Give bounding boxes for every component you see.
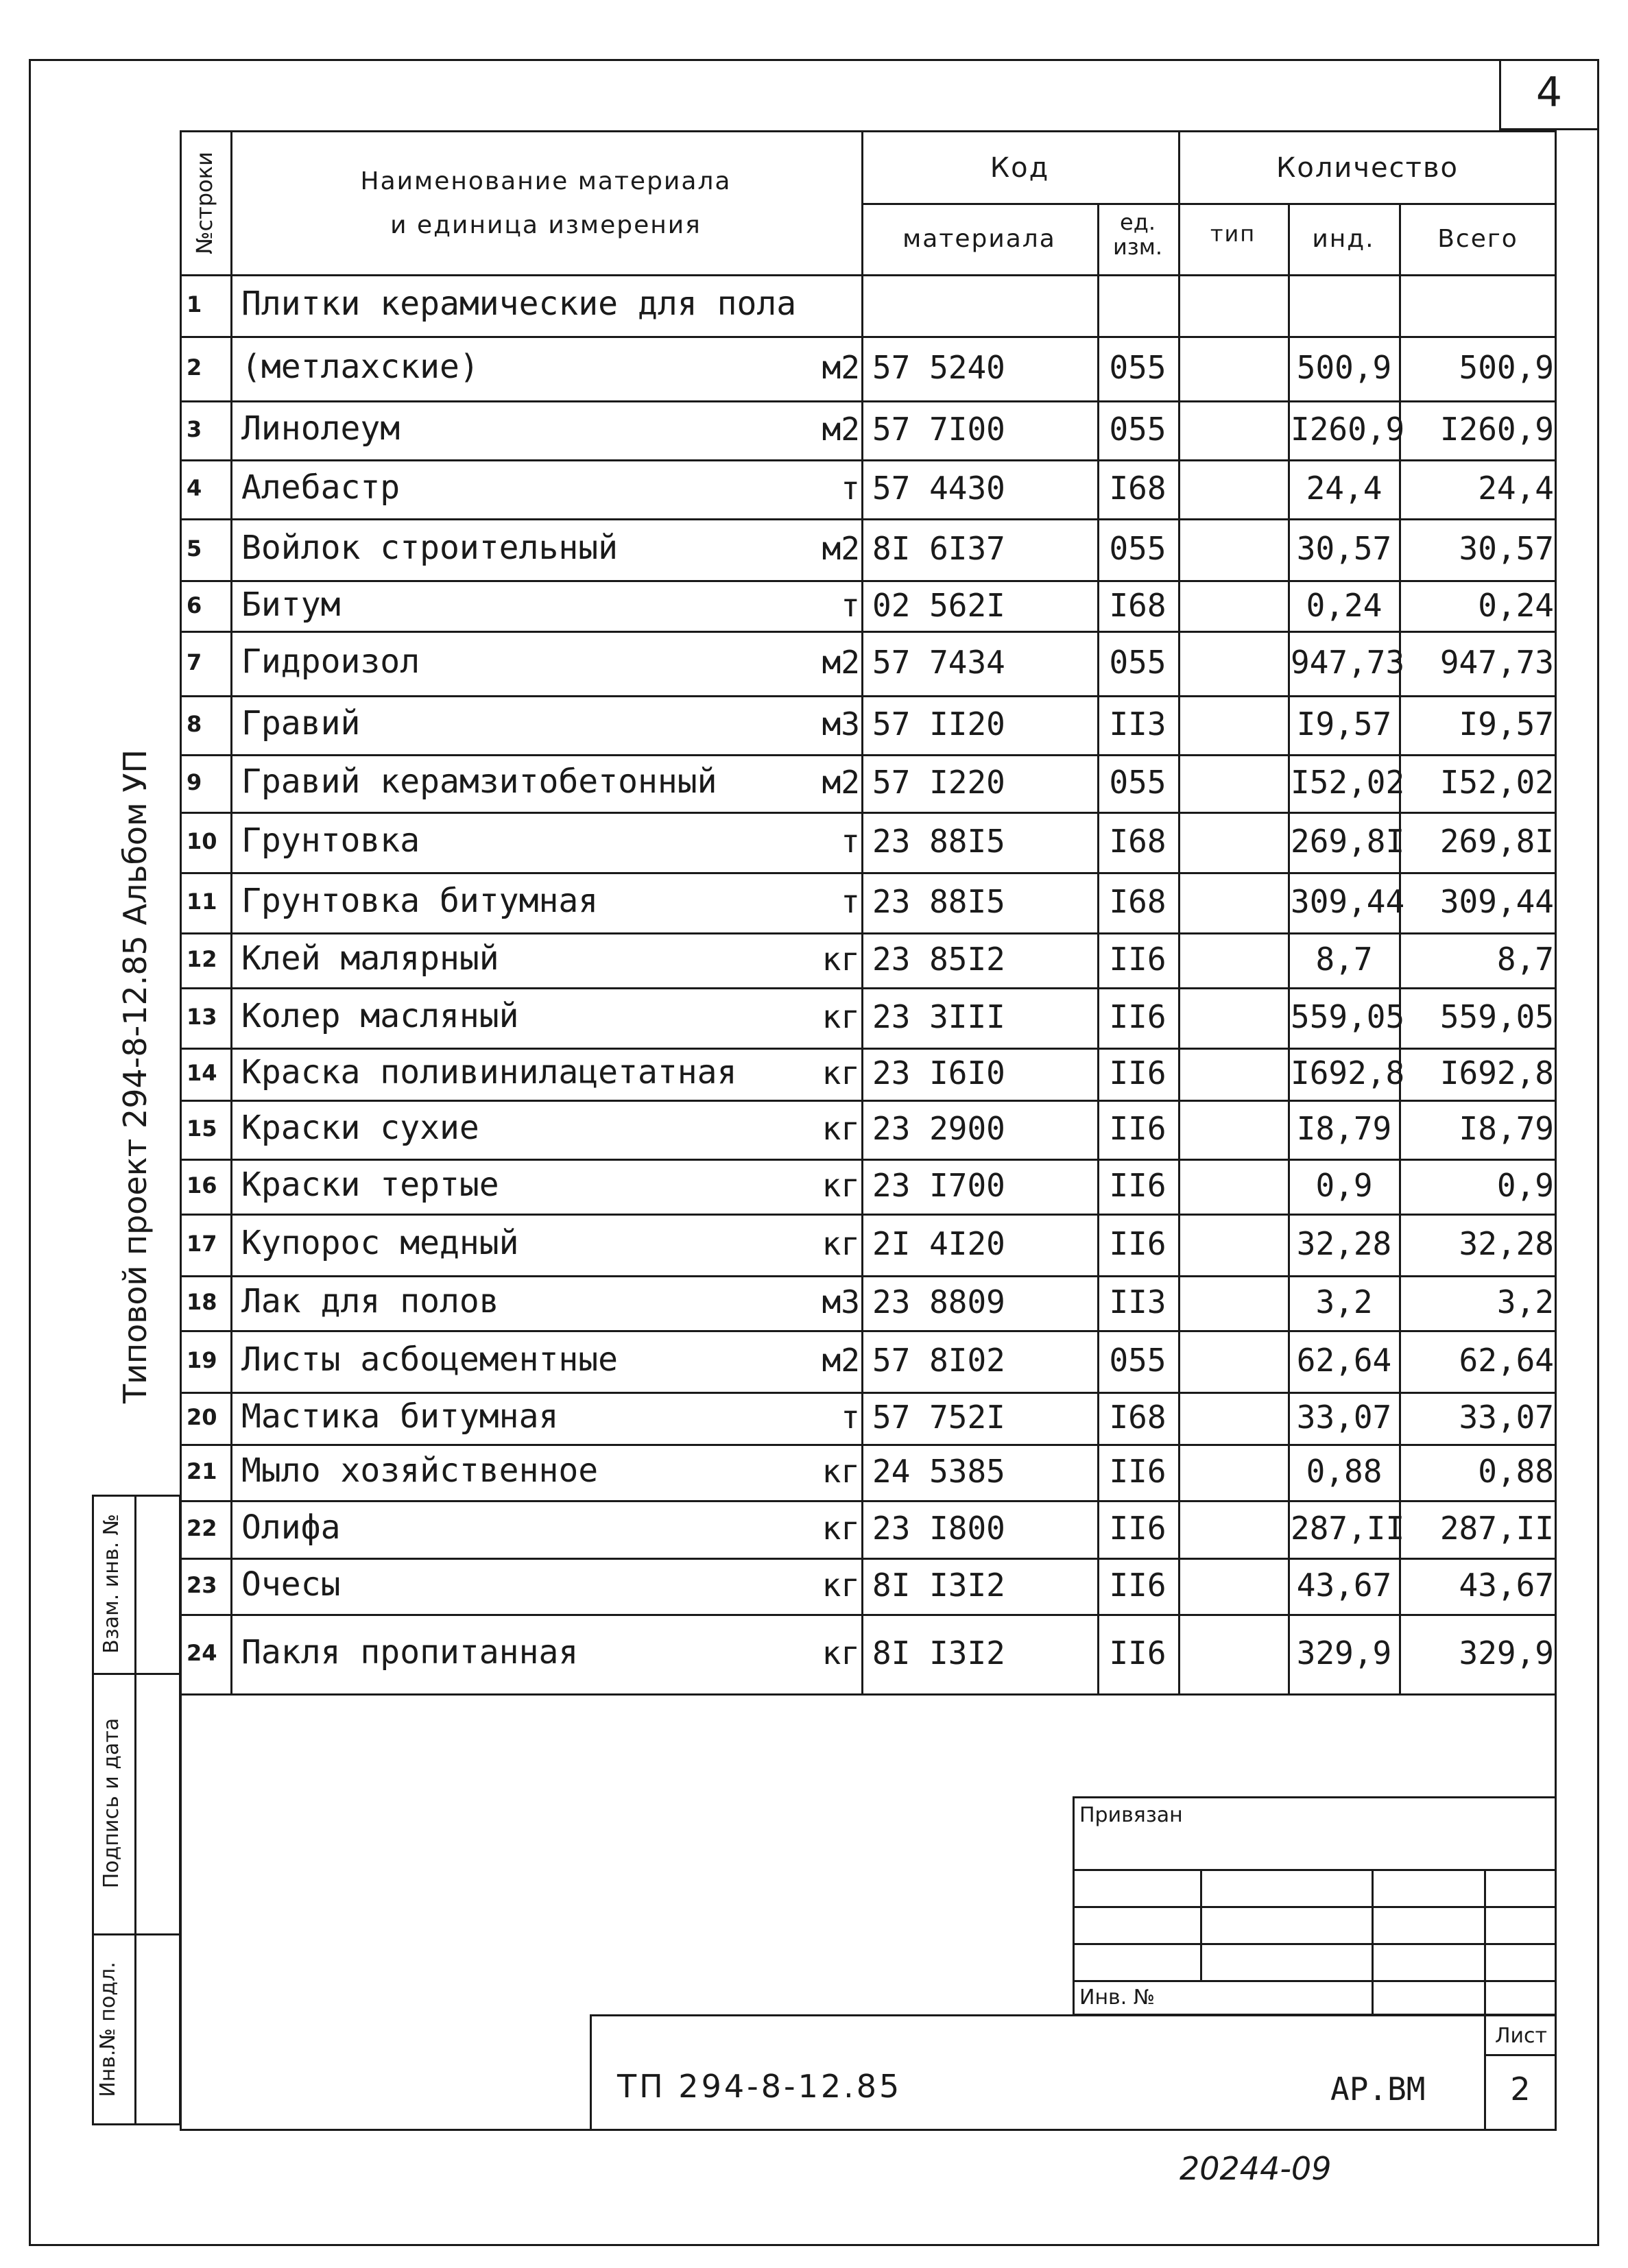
row-code: 23 85I2	[872, 941, 1005, 978]
row-ind: 33,07	[1296, 1399, 1392, 1436]
row-unit: м2	[822, 411, 860, 448]
row-n: 12	[187, 946, 217, 972]
row-total: I52,02	[1439, 764, 1554, 801]
row-ind: 62,64	[1296, 1342, 1392, 1379]
row-total: 32,28	[1459, 1225, 1554, 1262]
row-code: 23 I6I0	[872, 1054, 1005, 1091]
row-ind: 309,44	[1291, 883, 1405, 920]
row-unit: кг	[822, 1110, 860, 1147]
row-ed: II6	[1109, 1510, 1166, 1547]
qty-ind-header: инд.	[1312, 225, 1375, 253]
row-n: 8	[187, 711, 202, 737]
row-number-header: №строки	[191, 152, 217, 254]
row-total: I260,9	[1439, 411, 1554, 448]
row-n: 11	[187, 889, 217, 915]
row-name: Линолеум	[241, 409, 400, 448]
row-n: 13	[187, 1004, 217, 1030]
row-name: Мыло хозяйственное	[241, 1451, 599, 1490]
row-ed: 055	[1109, 411, 1166, 448]
row-code: 23 2900	[872, 1110, 1005, 1147]
row-ed: II6	[1109, 941, 1166, 978]
row-name: Краски тертые	[241, 1166, 499, 1204]
row-unit: т	[841, 470, 860, 507]
doc-code: ТП 294-8-12.85	[617, 2068, 902, 2105]
quantity-header: Количество	[1276, 152, 1459, 184]
row-ed: I68	[1109, 587, 1166, 624]
row-total: 43,67	[1459, 1567, 1554, 1604]
row-unit: м2	[822, 644, 860, 681]
row-code: 57 5240	[872, 349, 1005, 386]
row-unit: кг	[822, 1167, 860, 1204]
privyazan-label: Привязан	[1079, 1803, 1183, 1827]
code-material-header: материала	[902, 225, 1056, 253]
row-unit: м3	[822, 705, 860, 743]
row-name: Битум	[241, 586, 341, 624]
row-n: 17	[187, 1231, 217, 1257]
row-ed: I68	[1109, 823, 1166, 860]
row-ind: 32,28	[1296, 1225, 1392, 1262]
row-name: Грунтовка битумная	[241, 882, 599, 920]
row-code: 57 8I02	[872, 1342, 1005, 1379]
row-name: Лак для полов	[241, 1282, 499, 1320]
row-total: 329,9	[1459, 1634, 1554, 1672]
row-unit: т	[841, 587, 860, 624]
row-ind: 30,57	[1296, 530, 1392, 567]
row-name: Краска поливинилацетатная	[241, 1053, 737, 1091]
row-n: 20	[187, 1404, 217, 1430]
row-ind: 0,88	[1306, 1453, 1382, 1490]
row-ed: 055	[1109, 1342, 1166, 1379]
row-total: 33,07	[1459, 1399, 1554, 1436]
row-n: 24	[187, 1640, 217, 1666]
row-name: Пакля пропитанная	[241, 1633, 579, 1672]
row-unit: м2	[822, 764, 860, 801]
row-unit: кг	[822, 1510, 860, 1547]
side-caption: Типовой проект 294-8-12.85 Альбом УП	[117, 749, 154, 1403]
list-label: Лист	[1494, 2024, 1548, 2048]
row-n: 10	[187, 828, 217, 854]
row-unit: кг	[822, 941, 860, 978]
row-ind: 287,II	[1291, 1510, 1405, 1547]
row-ed: II3	[1109, 705, 1166, 743]
row-code: 8I I3I2	[872, 1567, 1005, 1604]
row-code: 23 3III	[872, 998, 1005, 1035]
row-name: Олифа	[241, 1508, 341, 1547]
row-ind: 0,24	[1306, 587, 1382, 624]
row-code: 23 8809	[872, 1283, 1005, 1320]
row-n: 23	[187, 1572, 217, 1598]
row-name: Гравий керамзитобетонный	[241, 762, 717, 801]
row-code: 57 752I	[872, 1399, 1005, 1436]
row-unit: кг	[822, 1225, 860, 1262]
name-header-line2: и единица измерения	[390, 211, 702, 239]
row-unit: т	[841, 1399, 860, 1436]
row-code: 2I 4I20	[872, 1225, 1005, 1262]
row-unit: кг	[822, 1567, 860, 1604]
row-ed: 055	[1109, 530, 1166, 567]
row-n: 22	[187, 1515, 217, 1541]
vzam-inv-label: Взам. инв. №	[99, 1514, 123, 1654]
row-ed: II6	[1109, 1054, 1166, 1091]
row-ind: 500,9	[1296, 349, 1392, 386]
row-total: I8,79	[1459, 1110, 1554, 1147]
row-ed: I68	[1109, 470, 1166, 507]
row-n: 5	[187, 535, 202, 562]
row-name: Войлок строительный	[241, 529, 619, 567]
row-unit: м2	[822, 530, 860, 567]
row-code: 24 5385	[872, 1453, 1005, 1490]
row-ind: 947,73	[1291, 644, 1405, 681]
list-number: 2	[1510, 2071, 1531, 2108]
row-name: Колер масляный	[241, 997, 519, 1035]
row-n: 3	[187, 416, 202, 442]
row-total: 8,7	[1496, 941, 1554, 978]
row-code: 57 7434	[872, 644, 1005, 681]
row-n: 21	[187, 1458, 217, 1484]
row-name: Гравий	[241, 704, 361, 743]
row-name: Грунтовка	[241, 821, 420, 860]
row-n: 14	[187, 1060, 217, 1086]
row-total: 62,64	[1459, 1342, 1554, 1379]
row-n: 7	[187, 649, 202, 675]
row-n: 19	[187, 1347, 217, 1373]
row-ed: 055	[1109, 764, 1166, 801]
row-ind: 24,4	[1306, 470, 1382, 507]
row-n: 15	[187, 1115, 217, 1142]
row-name: Алебастр	[241, 468, 400, 507]
row-total: 3,2	[1496, 1283, 1554, 1320]
row-total: 559,05	[1439, 998, 1554, 1035]
row-n: 1	[187, 291, 202, 317]
row-name: Клей малярный	[241, 939, 499, 978]
row-total: 30,57	[1459, 530, 1554, 567]
row-code: 57 7I00	[872, 411, 1005, 448]
row-total: 269,8I	[1439, 823, 1554, 860]
row-name: Мастика битумная	[241, 1397, 559, 1436]
row-name: Гидроизол	[241, 642, 420, 681]
row-ind: 8,7	[1315, 941, 1373, 978]
row-unit: кг	[822, 998, 860, 1035]
row-n: 6	[187, 592, 202, 618]
row-total: 0,24	[1478, 587, 1554, 624]
row-code: 23 88I5	[872, 823, 1005, 860]
row-code: 57 4430	[872, 470, 1005, 507]
row-unit: м2	[822, 1342, 860, 1379]
row-ed: I68	[1109, 1399, 1166, 1436]
qty-type-header: тип	[1210, 221, 1256, 247]
sheet-corner-number: 4	[1535, 69, 1563, 117]
handwritten-number: 20244-09	[1180, 2150, 1332, 2187]
row-ind: 43,67	[1296, 1567, 1392, 1604]
doc-mark: АР.ВМ	[1330, 2071, 1426, 2108]
row-ed: II6	[1109, 998, 1166, 1035]
row-ind: 0,9	[1315, 1167, 1373, 1204]
row-ind: 329,9	[1296, 1634, 1392, 1672]
row-name: Плитки керамические для пола	[241, 285, 797, 323]
row-ind: I260,9	[1291, 411, 1405, 448]
row-ind: 3,2	[1315, 1283, 1373, 1320]
row-ed: I68	[1109, 883, 1166, 920]
row-ed: II6	[1109, 1110, 1166, 1147]
row-name: Очесы	[241, 1565, 341, 1604]
row-total: I9,57	[1459, 705, 1554, 743]
row-code: 23 I700	[872, 1167, 1005, 1204]
row-n: 4	[187, 475, 202, 501]
row-total: 309,44	[1439, 883, 1554, 920]
row-unit: кг	[822, 1054, 860, 1091]
qty-total-header: Всего	[1437, 225, 1518, 253]
row-n: 18	[187, 1289, 217, 1315]
row-name: Краски сухие	[241, 1109, 479, 1147]
row-unit: т	[841, 823, 860, 860]
row-code: 02 562I	[872, 587, 1005, 624]
row-ind: I52,02	[1291, 764, 1405, 801]
row-ed: II6	[1109, 1567, 1166, 1604]
row-unit: м3	[822, 1283, 860, 1320]
row-total: 0,9	[1496, 1167, 1554, 1204]
code-unit-header: ед. изм.	[1112, 209, 1163, 260]
row-name: (метлахские)	[241, 348, 479, 386]
row-code: 23 88I5	[872, 883, 1005, 920]
row-total: 947,73	[1439, 644, 1554, 681]
row-total: I692,8	[1439, 1054, 1554, 1091]
row-ind: I8,79	[1296, 1110, 1392, 1147]
name-header-line1: Наименование материала	[360, 167, 732, 195]
row-n: 16	[187, 1172, 217, 1198]
inv-podl-label: Инв.№ подл.	[96, 1962, 120, 2097]
row-total: 0,88	[1478, 1453, 1554, 1490]
row-n: 9	[187, 769, 202, 795]
row-ind: I9,57	[1296, 705, 1392, 743]
row-name: Листы асбоцементные	[241, 1340, 619, 1379]
row-name: Купорос медный	[241, 1224, 519, 1262]
row-total: 287,II	[1439, 1510, 1554, 1547]
row-total: 500,9	[1459, 349, 1554, 386]
row-code: 23 I800	[872, 1510, 1005, 1547]
row-ed: 055	[1109, 349, 1166, 386]
row-ed: II6	[1109, 1167, 1166, 1204]
row-ed: II3	[1109, 1283, 1166, 1320]
row-code: 57 II20	[872, 705, 1005, 743]
inv-no-label: Инв. №	[1079, 1986, 1156, 2010]
row-unit: т	[841, 883, 860, 920]
row-unit: кг	[822, 1634, 860, 1672]
row-ed: II6	[1109, 1225, 1166, 1262]
row-total: 24,4	[1478, 470, 1554, 507]
row-ind: 269,8I	[1291, 823, 1405, 860]
podpis-data-label: Подпись и дата	[99, 1717, 123, 1889]
row-unit: м2	[822, 349, 860, 386]
row-ed: 055	[1109, 644, 1166, 681]
row-ind: I692,8	[1291, 1054, 1405, 1091]
code-header: Код	[990, 152, 1050, 184]
row-ed: II6	[1109, 1453, 1166, 1490]
row-code: 8I I3I2	[872, 1634, 1005, 1672]
row-code: 57 I220	[872, 764, 1005, 801]
row-unit: кг	[822, 1453, 860, 1490]
row-ind: 559,05	[1291, 998, 1405, 1035]
row-ed: II6	[1109, 1634, 1166, 1672]
row-n: 2	[187, 354, 202, 381]
row-code: 8I 6I37	[872, 530, 1005, 567]
